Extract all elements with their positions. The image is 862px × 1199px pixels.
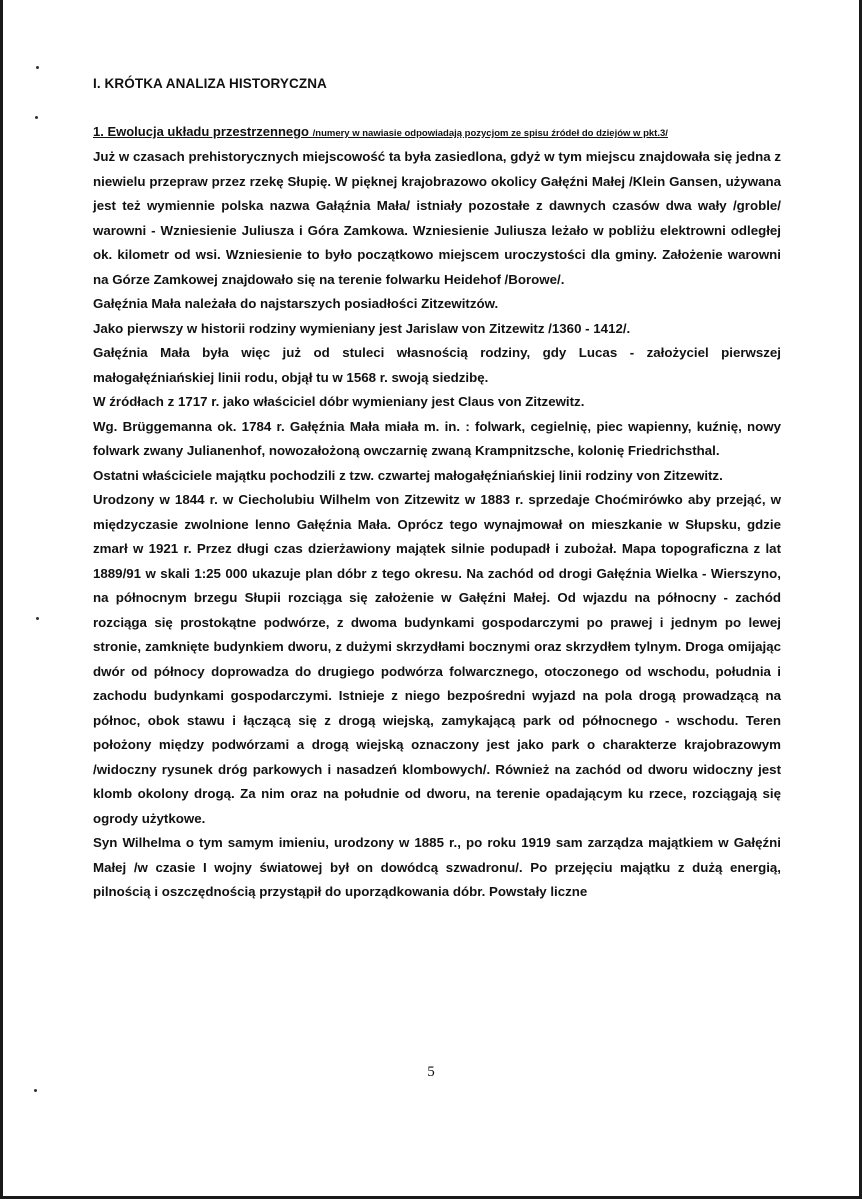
section-title-note: /numery w nawiasie odpowiadają pozycjom ze spisu źródeł do dziejów w pkt.3/: [312, 128, 668, 139]
paragraph: Gałęźnia Mała była więc już od stuleci własnością rodziny, gdy Lucas - założyciel pierwszej małogałęźniańskiej linii rodu, objął tu w 1568 r. swoją siedzibę.: [93, 345, 781, 385]
paragraph: Ostatni właściciele majątku pochodzili z tzw. czwartej małogałęźniańskiej linii rodziny von Zitzewitz.: [93, 467, 723, 483]
paragraph: Wg. Brüggemanna ok. 1784 r. Gałęźnia Mała miała m. in. : folwark, cegielnię, piec wapienny, kuźnię, nowy folwark zwany Julianenhof, nowozałożoną owczarnię zwaną Krampnitzsche, kolonię Friedrichsthal.: [93, 418, 781, 458]
scan-border-left: [0, 0, 3, 1199]
scan-speck: [36, 66, 39, 69]
section-title-text: 1. Ewolucja układu przestrzennego: [93, 124, 309, 139]
section-title: [93, 124, 793, 139]
paragraph: W źródłach z 1717 r. jako właściciel dóbr wymieniany jest Claus von Zitzewitz.: [93, 394, 585, 409]
page-number: 5: [427, 1064, 435, 1080]
paragraph: Urodzony w 1844 r. w Ciecholubiu Wilhelm von Zitzewitz w 1883 r. sprzedaje Choćmirówko aby przejąć, w międzyczasie zwolnione lenno Gałęźnia Mała. Oprócz tego wynajmował on mieszkanie w Słupsku, gdzie zmarł w 1921 r. Przez długi czas dzierżawiony majątek silnie podupadł i zubożał. Mapa topograficzna z lat 1889/91 w skali 1:25 000 ukazuje plan dóbr z tego okresu. Na zachód od drogi Gałęźnia Wielka - Wierszyno, na północnym brzegu Słupii rozciąga się założenie w Gałęźni Małej. Od wjazdu na północny - zachód rozciąga się prostokątne podwórze, z dwoma budynkami gospodarczymi po prawej i jednym po lewej stronie, zamknięte budynkiem dworu, z dużymi skrzydłami bocznymi oraz skrzydłem tylnym. Droga omijając dwór od północy doprowadza do drugiego podwórza folwarcznego, otoczonego od wschodu, południa i zachodu budynkami gospodarczymi. Istnieje z niego bezpośredni wyjazd na pola drogą prowadzącą na północ, obok stawu i łączącą się z drogą wiejską, zamykającą park od północnego - wschodu. Teren położony między podwórzami a drogą wiejską oznaczony jest jako park o charakterze krajobrazowym /widoczny rysunek dróg parkowych i nasadzeń klombowych/. Również na zachód od dworu widoczny jest klomb okolony drogą. Za nim oraz na południe od dworu, na terenie opadającym ku rzece, rozciągają się ogrody użytkowe.: [93, 492, 781, 826]
scan-speck: [36, 617, 39, 620]
paragraph: Gałęźnia Mała należała do najstarszych posiadłości Zitzewitzów.: [93, 296, 499, 311]
paragraph: Już w czasach prehistorycznych miejscowość ta była zasiedlona, gdyż w tym miejscu znajdowała się jedna z niewielu przepraw przez rzekę Słupię. W pięknej krajobrazowo okolicy Gałęźni Małej /Klein Gansen, używana jest też wymiennie polska nazwa Gałąźnia Mała/ istniały pozostałe z dawnych czasów dwa wały /groble/ warowni - Wzniesienie Juliusza i Góra Zamkowa. Wzniesienie Juliusza leżało w pobliżu elektrowni odległej ok. kilometr od wsi. Wzniesienie to było początkowo miejscem uroczystości dla gminy. Założenie warowni na Górze Zamkowej znajdowało się na terenie folwarku Heidehof /Borowe/.: [93, 149, 781, 287]
scan-speck: [34, 1089, 37, 1092]
chapter-heading: I. KRÓTKA ANALIZA HISTORYCZNA: [93, 76, 327, 91]
paragraph: Syn Wilhelma o tym samym imieniu, urodzony w 1885 r., po roku 1919 sam zarządza majątkiem w Gałęźni Małej /w czasie I wojny światowej był on dowódcą szwadronu/. Po przejęciu majątku z dużą energią, pilnością i oszczędnością przystąpił do uporządkowania dóbr. Powstały liczne: [93, 835, 781, 899]
scan-speck: [35, 116, 38, 119]
body-text: [93, 145, 781, 905]
paragraph: Jako pierwszy w historii rodziny wymieniany jest Jarislaw von Zitzewitz /1360 - 1412/.: [93, 320, 631, 336]
